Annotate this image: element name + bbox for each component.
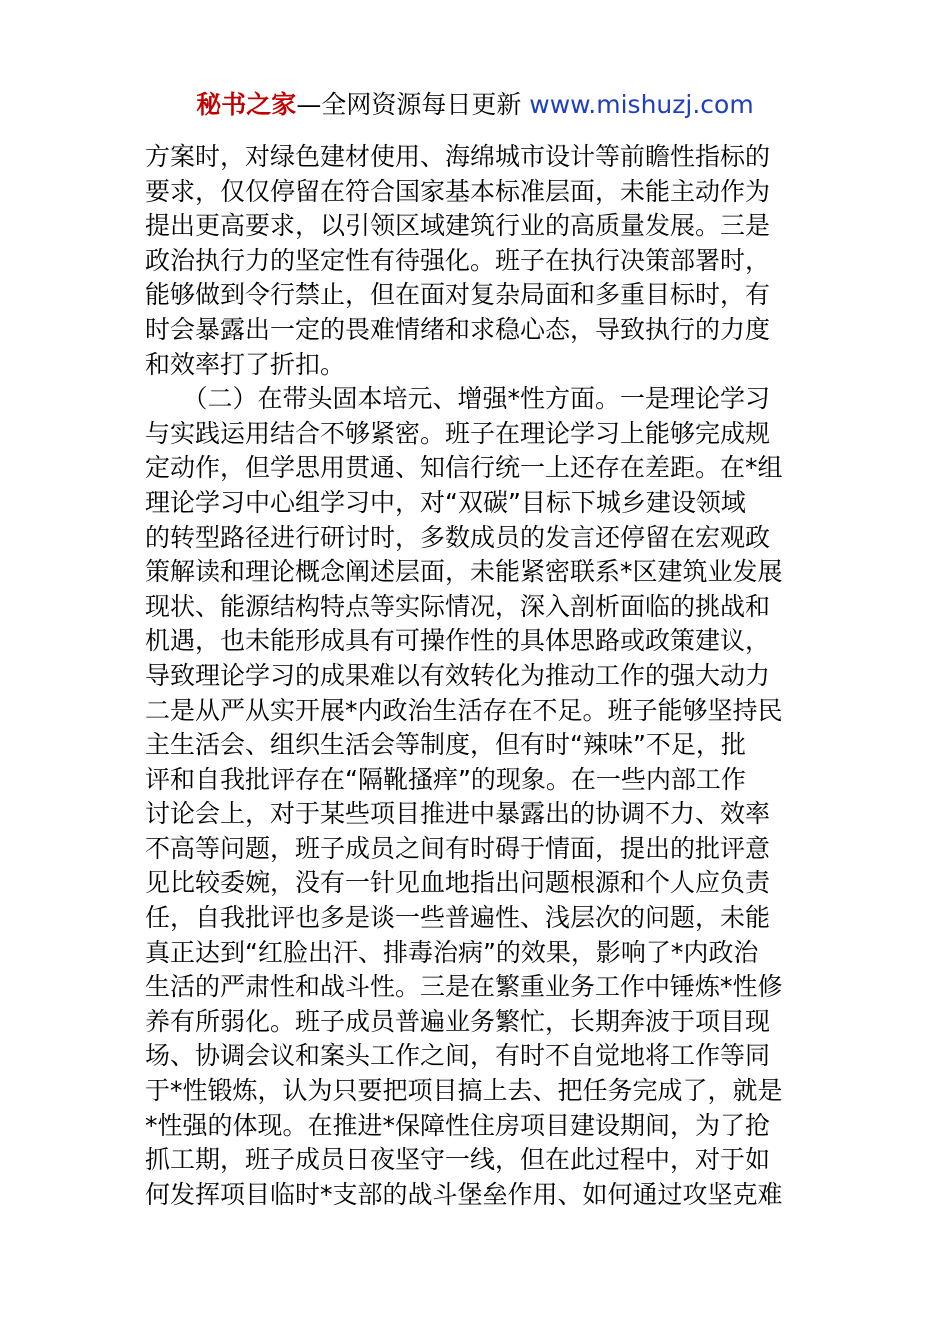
text-line: 抓工期，班子成员日夜坚守一线，但在此过程中，对于如: [145, 1145, 771, 1175]
brand-name: 秘书之家: [196, 90, 297, 119]
text-line: 方案时，对绿色建材使用、海绵城市设计等前瞻性指标的: [145, 142, 771, 171]
header-tagline: —全网资源每日更新: [296, 90, 530, 119]
text-line: 现状、能源结构特点等实际情况，深入剖析面临的挑战和: [145, 591, 771, 621]
site-url-link[interactable]: www.mishuzj.com: [529, 90, 754, 119]
text-line: 的转型路径进行研讨时，多数成员的发言还停留在宏观政: [145, 522, 771, 552]
text-line: 理论学习中心组学习中，对“双碳”目标下城乡建设领域: [145, 487, 746, 517]
document-body: [145, 140, 810, 1212]
text-line: 和效率打了折扣。: [145, 349, 346, 379]
text-line: 生活的严肃性和战斗性。三是在繁重业务工作中锤炼*性修: [145, 972, 783, 1002]
text-line: 讨论会上，对于某些项目推进中暴露出的协调不力、效率: [145, 799, 771, 829]
text-line: 提出更高要求，以引领区域建筑行业的高质量发展。三是: [145, 211, 771, 241]
text-line: 机遇，也未能形成具有可操作性的具体思路或政策建议，: [145, 626, 771, 656]
text-line: 真正达到“红脸出汗、排毒治病”的效果，影响了*内政治: [145, 937, 759, 967]
text-line: 见比较委婉，没有一针见血地指出问题根源和个人应负责: [145, 868, 771, 898]
text-line: 何发挥项目临时*支部的战斗堡垒作用、如何通过攻坚克难: [145, 1179, 783, 1209]
text-line: 不高等问题，班子成员之间有时碍于情面，提出的批评意: [145, 833, 771, 863]
text-line: 与实践运用结合不够紧密。班子在理论学习上能够完成规: [145, 418, 771, 448]
text-line: 评和自我批评存在“隔靴搔痒”的现象。在一些内部工作: [145, 764, 746, 794]
text-line: 二是从严从实开展*内政治生活存在不足。班子能够坚持民: [145, 695, 783, 725]
text-line: 定动作，但学思用贯通、知信行统一上还存在差距。在*组: [145, 453, 783, 483]
text-line: 能够做到令行禁止，但在面对复杂局面和多重目标时，有: [145, 280, 771, 310]
text-line: 场、协调会议和案头工作之间，有时不自觉地将工作等同: [145, 1041, 771, 1071]
text-line: 时会暴露出一定的畏难情绪和求稳心态，导致执行的力度: [145, 314, 771, 344]
text-line: *性强的体现。在推进*保障性住房项目建设期间，为了抢: [145, 1110, 771, 1140]
text-line: 养有所弱化。班子成员普遍业务繁忙，长期奔波于项目现: [145, 1006, 771, 1036]
section-heading-line: （二）在带头固本培元、增强*性方面。一是理论学习: [145, 384, 771, 414]
text-line: 导致理论学习的成果难以有效转化为推动工作的强大动力: [145, 660, 771, 690]
text-line: 策解读和理论概念阐述层面，未能紧密联系*区建筑业发展: [145, 557, 783, 587]
text-line: 主生活会、组织生活会等制度，但有时“辣味”不足，批: [145, 730, 746, 760]
text-line: 要求，仅仅停留在符合国家基本标准层面，未能主动作为: [145, 176, 771, 206]
text-line: 于*性锻炼，认为只要把项目搞上去、把任务完成了，就是: [145, 1076, 783, 1106]
text-line: 任，自我批评也多是谈一些普遍性、浅层次的问题，未能: [145, 903, 771, 933]
site-header: [0, 88, 950, 122]
text-line: 政治执行力的坚定性有待强化。班子在执行决策部署时，: [145, 245, 771, 275]
